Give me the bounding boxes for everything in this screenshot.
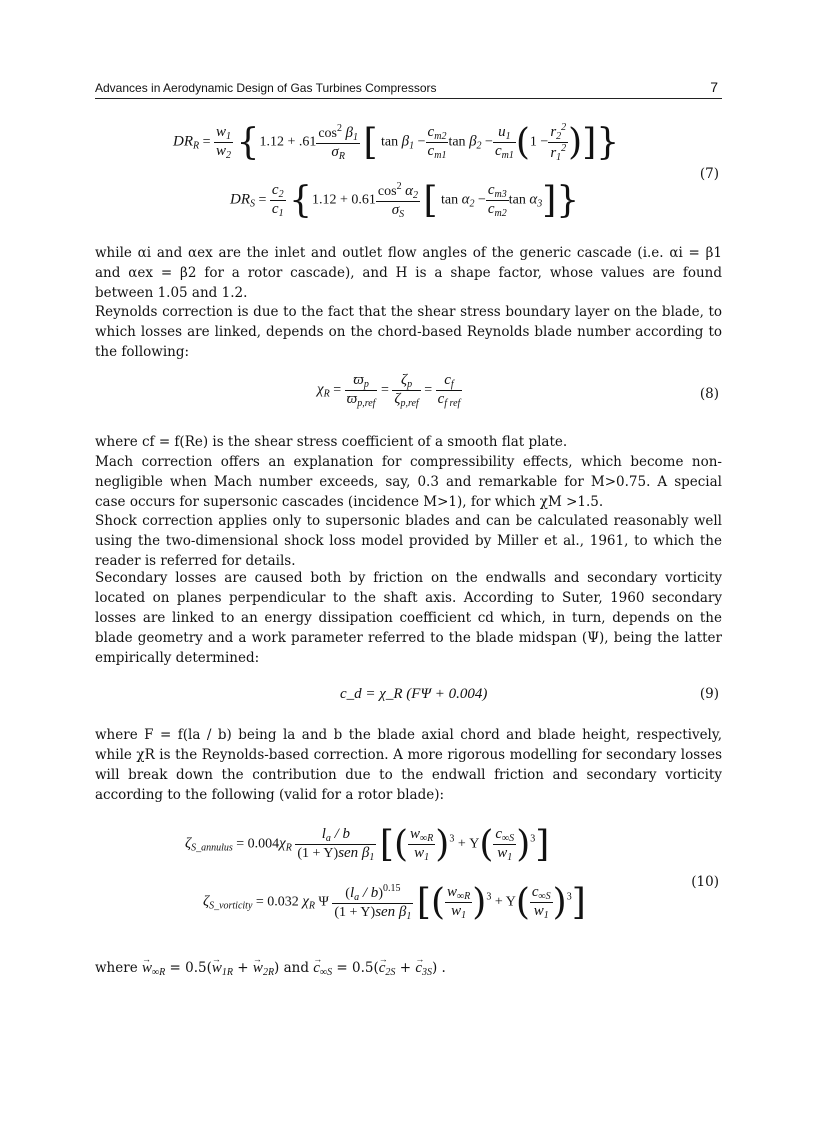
paragraph-reynolds: Reynolds correction is due to the fact that the shear stress boundary layer on the blade, to which losses are linked, depends on the chord-based Reynolds blade number according to the following: — [95, 304, 722, 360]
paragraph-mach: Mach correction offers an explanation for compressibility effects, which become non-negligible when Mach number exceeds, say, 0.3 and remarkable for M>0.75. A special case occurs for supersonic cascades (incidence M>1), for which χM >1.5. — [95, 454, 722, 510]
equation-9 — [95, 684, 722, 712]
equation-9-number: (9) — [699, 686, 719, 702]
page-number: 7 — [710, 79, 718, 95]
paragraph-mean-velocities: where → $w_{\infty R} = 0.5(\to w_{1R}$ + → $w_{2R}$) and → $c_{\infty S} = 0.5(\to c_{2S}$ + → $c_{3S}$) . — [95, 958, 722, 983]
equation-9-expression: c_d = χ_R (FΨ + 0.004) — [340, 686, 488, 702]
paragraph-reynolds-correction: where F = f(la / b) being la and b the blade axial chord and blade height, respectively, while χR is the Reynolds-based correction. A more rigorous modelling for secondary losses will break down the contribution due to the endwall friction and secondary vorticity according to the following (valid for a rotor blade): — [95, 727, 722, 803]
equation-10-number: (10) — [691, 874, 719, 890]
equation-8-number: (8) — [699, 386, 719, 402]
equation-7-number: (7) — [699, 166, 719, 182]
equation-8: $\chi_R$ = $\frac{ϖ_p}{ϖ_{p,ref}}$ = $\frac{\zeta_p}{\zeta_{p,ref}}$ = $\frac{c_f}{c_{f ref}}$ (8) — [317, 372, 719, 409]
header-title: Advances in Aerodynamic Design of Gas Turbines Compressors — [95, 81, 437, 95]
where-word: where — [95, 960, 138, 976]
paragraph-shock: Shock correction applies only to supersonic blades and can be calculated reasonably well using the two-dimensional shock loss model provided by Miller et al., 1961, to which the reader is referred for details. — [95, 513, 722, 569]
equation-10: $\zeta_{S\_annulus} = 0.004\chi_R$ $\frac{l_a / b}{(1 + \Upsilon)sen \beta_1}$ [( $\frac{w_{\infty R}}{w_1}$ )$^3$ + Υ( $\frac{c_{\infty S}}{w_1}$ )$^3$] $\zeta_{S\_vorticity} = 0.032$ $\chi_R$ Ψ $\frac{(l_a / b)^{0.15}}{(1 + \Upsilon)sen \beta_1}$ [( $\frac{w_{\infty R}}{w_1}$ )$^3$ + Υ( $\frac{c_{\infty S}}{w_1}$ )$^3$] (10) — [185, 824, 719, 923]
paragraph-flow-angles: while αi and αex are the inlet and outlet flow angles of the generic cascade (i.e. αi = β1 and αex = β2 for a rotor cascade), and H is a shape factor, whose values are found between 1.05 and 1.2. — [95, 245, 722, 301]
paragraph-secondary-losses: Secondary losses are caused both by friction on the endwalls and secondary vorticity located on planes perpendicular to the shaft axis. According to Suter, 1960 secondary losses are linked to an energy dissipation coefficient cd which, in turn, depends on the blade geometry and a work parameter referred to the blade midspan (Ψ), being the latter empirically determined: — [95, 570, 722, 666]
running-header — [95, 80, 722, 99]
paragraph-shear-stress: where cf = f(Re) is the shear stress coefficient of a smooth flat plate. — [95, 434, 568, 450]
and-word: and — [283, 960, 309, 976]
equation-7: $DR_R$ = $\frac{w_1}{w_2}$ {1.12 + .61 $\frac{\cos^2 \beta_1}{\sigma_R}$ [ $\tan \beta_1$ − $\frac{c_{m2}}{c_{m1}}$ $\tan \beta_2$ − $\frac{u_1}{c_{m1}}$ (1 − $\frac{r_2^2}{r_1^2}$ )]} $DR_S$ = $\frac{c_2}{c_1}$ {1.12 + 0.61 $\frac{\cos^2 \alpha_2}{\sigma_S}$ [ $\tan \alpha_2$ − $\frac{c_{m3}}{c_{m2}}$ $\tan \alpha_3$]} (7) — [173, 122, 719, 221]
